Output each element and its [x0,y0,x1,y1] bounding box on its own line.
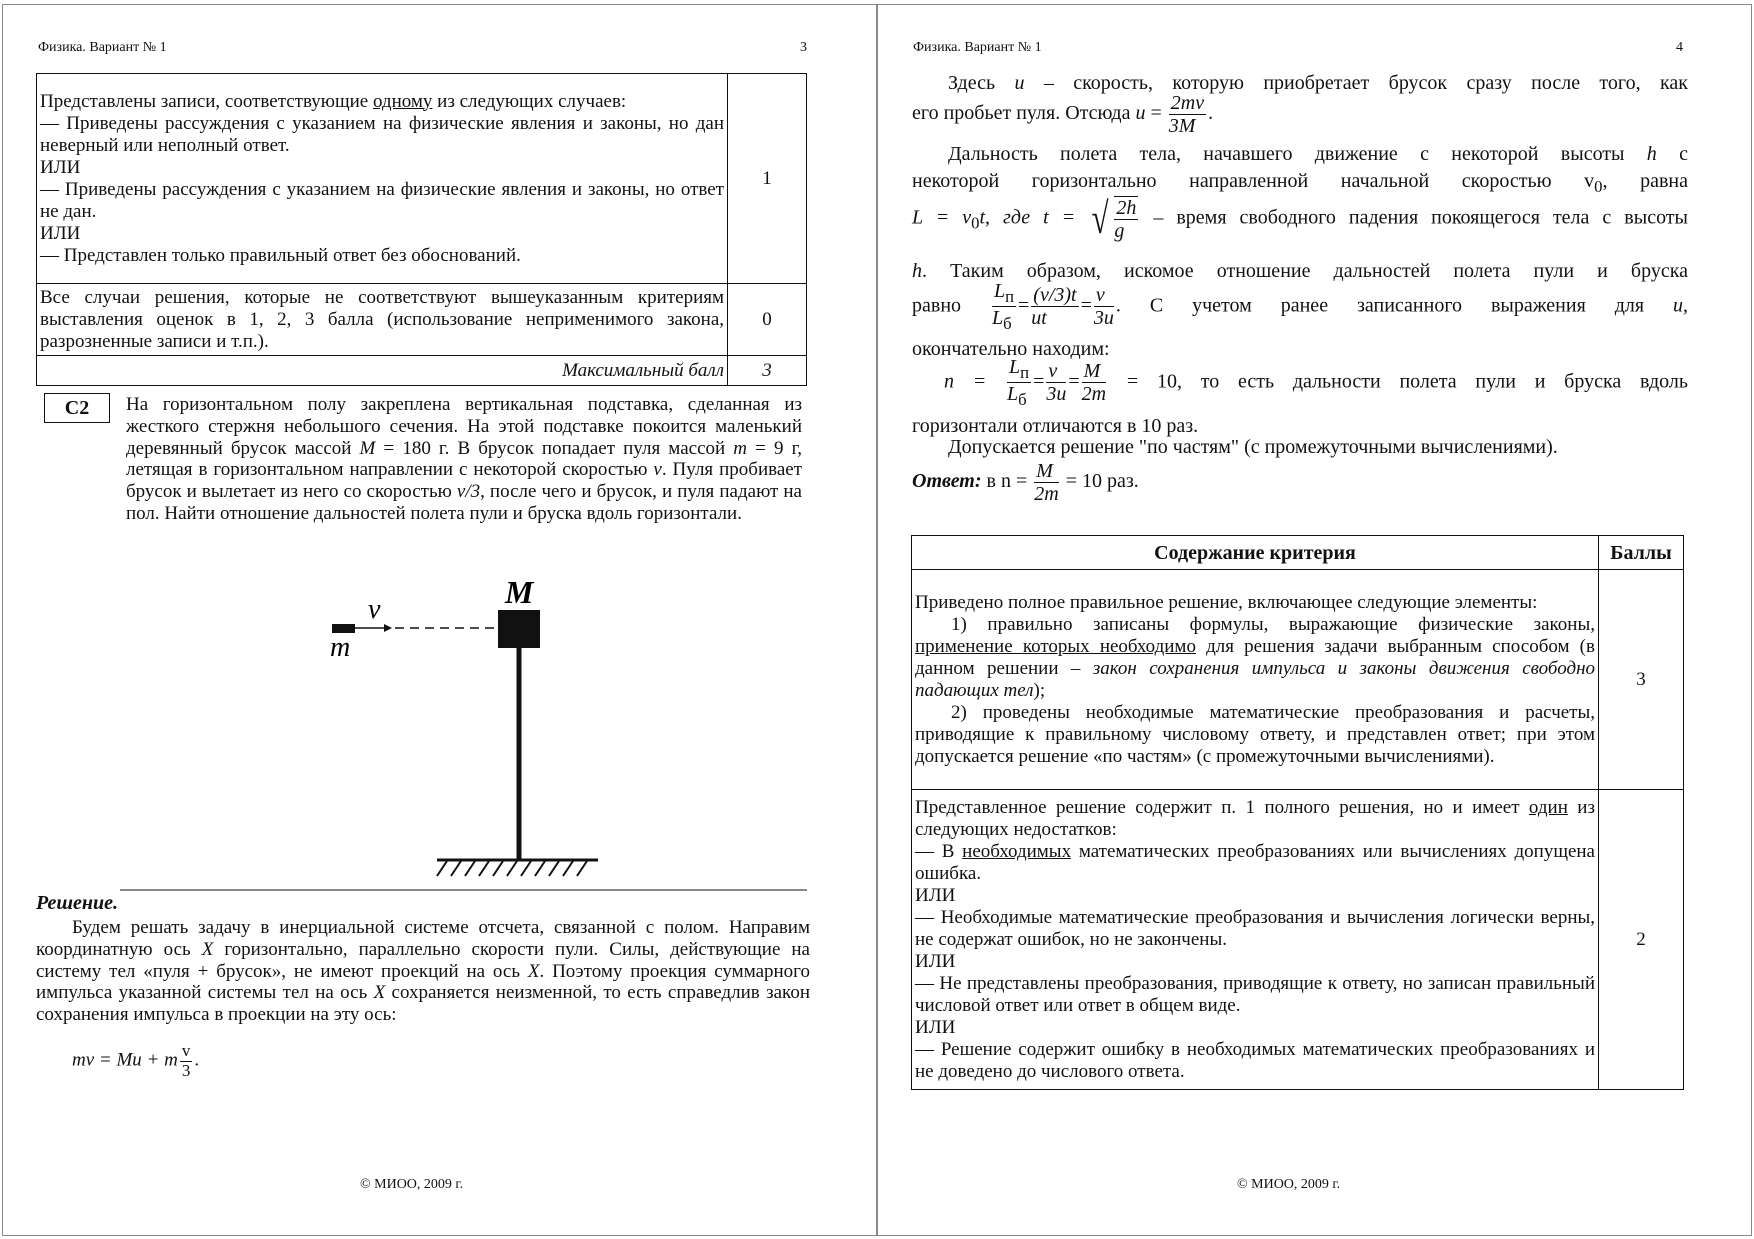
sqrt-icon: √ $\frac{2h}{g}$ [1091,194,1137,243]
text: ИЛИ [40,222,81,244]
block [498,610,540,648]
table-row [912,570,1684,790]
text: u [1014,72,1025,94]
text: – скорость, которую приобретает брусок сразу после того, как [1024,72,1688,94]
text: горизонтали отличаются в 10 раз. [912,415,1199,437]
text: = 10 раз. [1060,470,1139,493]
text: одному [372,90,433,112]
text: в n = [981,470,1033,493]
text: окончательно находим: [912,338,1110,360]
text: ut [1031,307,1047,330]
text: 3u [1093,307,1114,330]
text: Будем решать задачу в инерциальной системе отсчета, связанной с полом. Направим координатную ось [36,917,810,960]
text: ); [1033,679,1046,701]
var: X [373,982,386,1004]
text: ИЛИ [915,1016,956,1038]
text: б [1003,314,1012,334]
solution-text [36,917,810,1026]
text: применение которых необходимо [915,635,1196,657]
text: = 10, то есть дальности полета пули и бруска вдоль [1108,370,1688,393]
numerator: v [181,1041,191,1060]
text: n = [944,370,1006,393]
text: Представлены записи, соответствующие [40,90,373,112]
text: L [993,280,1006,302]
text: ИЛИ [40,156,81,178]
text: б [1018,390,1027,410]
var: m [733,437,748,459]
column-header-score: Баллы [1599,536,1684,570]
text: . [194,1049,200,1071]
text: Представленное решение содержит п. 1 полного решения, но и имеет [915,796,1529,818]
text: . Поэтому проекция суммарного импульса указанной системы тел на ось [36,960,811,1004]
text: Допускается решение "по частям" (с промежуточными вычислениями). [948,436,1558,458]
column-header-criteria: Содержание критерия [912,536,1599,570]
text: = 180 г. В брусок попадает пуля массой [375,437,734,459]
text-line: его пробьет пуля. Отсюда u = $\frac{2mv}{3M}$ . [912,92,1214,137]
page-header: Физика. Вариант № 1 [38,40,167,55]
text: — Не представлены преобразования, приводящие к ответу, но записан правильный числовой ответ или ответ в общем виде. [915,972,1595,1016]
text: mv = Mu + m [72,1049,178,1071]
max-score-label: Максимальный балл [37,356,728,386]
page-number: 3 [800,40,807,55]
text: — Необходимые математические преобразования и вычисления логически верны, не содержат ошибок, но не закончены. [915,906,1595,950]
text: 3M [1168,115,1196,137]
page-footer: © МИОО, 2009 г. [360,1177,464,1192]
text: = 9 г, летящая в горизонтальном направлении с некоторой скоростью [126,437,802,481]
solution-title: Решение. [36,892,119,914]
text [915,614,1595,702]
text: — В [915,840,963,862]
criteria-cell: Все случаи решения, которые не соответствуют вышеуказанным критериям выставления оценок в 1, 2, 3 балла (использование неприменимого закона, разрозненные записи и т.п.). [37,284,728,356]
text: — Приведены рассуждения с указанием на физические явления и законы, но дан неверный или неполный ответ. [40,112,724,156]
score-cell: 1 [728,74,807,284]
text-line [912,143,1688,166]
criteria-cell [912,790,1599,1090]
var: X [201,938,214,960]
text: . С учетом ранее записанного выражения для [1115,294,1673,317]
text: . Пуля пробивает брусок и вылетает из него со скоростью [126,459,803,503]
criteria-table [911,535,1684,1090]
arrow-head-icon [384,624,392,632]
var: v/3 [456,481,481,503]
text-line [912,436,1724,459]
text-line [912,170,1688,197]
momentum-formula [72,1042,199,1080]
text: На горизонтальном полу закреплена вертикальная подставка, сделанная из жесткого стержня небольшого сечения. На этой подставке покоится маленький деревянный брусок массой [126,394,802,459]
page-number: 4 [1676,40,1683,55]
text: из следующих случаев: [432,90,627,112]
text: равно [912,294,990,317]
page-footer: © МИОО, 2009 г. [1237,1177,1341,1192]
var: X [527,960,540,982]
text: 2m [1081,383,1107,406]
text: = [1145,102,1167,125]
problem-id-badge: C2 [44,393,110,423]
text: v [1094,284,1114,307]
text: для решения задачи выбранным способом (в данном решении – [915,635,1595,679]
var: M [359,437,376,459]
text: h [1646,143,1657,165]
text: Здесь [948,72,1015,94]
text-line: равно $\frac{L_п}{L_б}$ = $\frac{(v/3)t}{ut}$ = $\frac{v}{3u}$ . С учетом ранее записанного выражения для u, [912,280,1688,334]
text: — Решение содержит ошибку в необходимых математических преобразованиях и не доведено до числового ответа. [915,1038,1595,1082]
text-line [912,415,1688,438]
problem-figure [0,0,877,900]
table-row [912,790,1684,1090]
text: с [1656,143,1688,165]
text: 0 [971,213,980,233]
text: 2h [1116,197,1137,219]
text: ИЛИ [915,950,956,972]
text: 2mv [1170,92,1205,114]
text: сохраняется неизменной, то есть справедлив закон сохранения импульса в проекции на эту ось: [36,982,810,1026]
text: математических преобразованиях или вычислениях допущена ошибка. [915,840,1595,884]
score-cell: 0 [728,284,807,356]
text: g [1114,220,1125,242]
text: Дальность полета тела, начавшего движение с некоторой высоты [948,143,1647,165]
text: 2m [1034,483,1059,505]
text: – время свободного падения покоящегося тела с высоты [1140,206,1688,229]
text: из следующих недостатков: [915,796,1595,840]
text: L [1009,356,1021,378]
label-v: v [368,594,381,625]
text: — Приведены рассуждения с указанием на физические явления и законы, но ответ не дан. [40,178,724,222]
text: u [1135,102,1146,125]
text: 0 [1594,177,1603,196]
text: его пробьет пуля. Отсюда [912,102,1136,125]
text: Ответ: [912,470,982,493]
criteria-cell [912,570,1599,790]
label-m: m [330,632,351,663]
text: горизонтально, параллельно скорости пули. Силы, действующие на систему тел «пуля + брусок», не имеют проекций на ось [36,938,810,982]
answer-line [912,460,1688,505]
score-cell: 3 [1599,570,1684,790]
table-header-row [912,536,1684,570]
text: . Таким образом, искомое отношение дальностей полета пули и бруска [922,260,1688,282]
text: Приведено полное правильное решение, включающее следующие элементы: [915,591,1538,613]
text-line [912,196,1688,242]
max-score-value: 3 [728,356,807,386]
text: t, где t = [979,206,1089,229]
text: , после чего и брусок, и пуля падают на пол. Найти отношение дальностей полета пули и бруска вдоль горизонтали. [126,481,802,524]
text: v [1046,360,1066,383]
text: M [1034,460,1058,483]
floor-hatching [437,861,587,876]
text: h [912,260,922,282]
text: один [1528,796,1568,818]
text: некоторой горизонтально направленной начальной скоростью v [912,170,1595,192]
text: u [1673,294,1683,317]
text: L = v [912,206,972,229]
text: закон сохранения импульса и законы движения свободно падающих тел [915,657,1595,701]
denominator: 3 [181,1060,191,1080]
score-cell: 2 [1599,790,1684,1090]
text: 1) правильно записаны формулы, выражающие физические законы, [951,613,1595,635]
text: — Представлен только правильный ответ без обоснований. [40,244,521,266]
text: п [1005,287,1015,306]
page-header: Физика. Вариант № 1 [913,40,1042,55]
text: , равна [1602,170,1688,192]
text: необходимых [962,840,1072,862]
var: v [653,459,662,481]
text: (v/3)t [1033,284,1077,307]
text: ИЛИ [915,884,956,906]
text: L [1007,383,1019,406]
text: 2) проведены необходимые математические преобразования и расчеты, приводящие к правильному числовому ответу, и представлен ответ; при этом допускается решение «по частям» (с промежуточными вычислениями). [915,701,1595,767]
label-M: M [505,574,534,610]
text: M [1082,360,1106,383]
text: 3u [1046,383,1067,406]
text: п [1020,363,1030,382]
text: L [991,307,1004,330]
text-line: n = $\frac{L_п}{L_б}$ = $\frac{v}{3u}$ = $\frac{M}{2m}$ = 10, то есть дальности полета пули и бруска вдоль [944,356,1688,410]
